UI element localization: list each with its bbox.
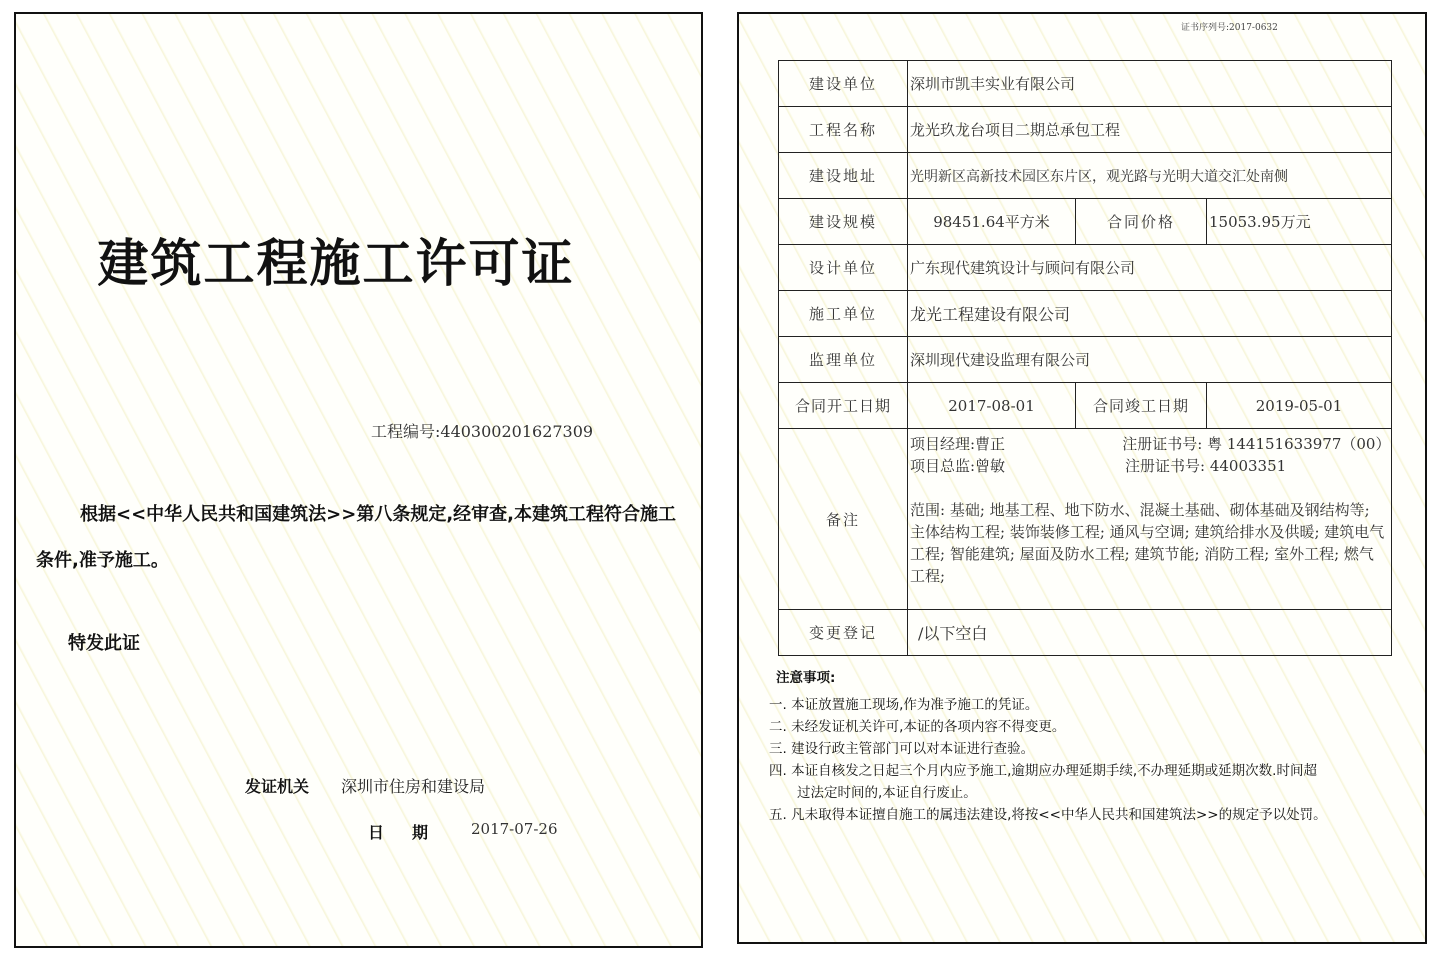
project-manager-cert: 注册证书号: 粤 144151633977（00） <box>1122 435 1391 453</box>
start-date-value: 2017-08-01 <box>908 383 1076 429</box>
issue-date: 2017-07-26 <box>471 820 558 838</box>
change-registration-label: 变更登记 <box>779 610 908 656</box>
supervision-unit-label: 监理单位 <box>779 337 908 383</box>
remarks-label: 备注 <box>779 429 908 610</box>
permit-cover-page <box>14 12 703 948</box>
design-unit-label: 设计单位 <box>779 245 908 291</box>
completion-date-label: 合同竣工日期 <box>1076 383 1207 429</box>
note-item: 三. 建设行政主管部门可以对本证进行查验。 <box>769 741 1035 757</box>
project-number: 工程编号:440300201627309 <box>371 422 594 441</box>
issuing-authority: 深圳市住房和建设局 <box>341 777 486 796</box>
project-manager: 项目经理:曹正 <box>910 435 1006 453</box>
permit-title: 建筑工程施工许可证 <box>97 235 575 294</box>
address-value: 光明新区高新技术园区东片区，观光路与光明大道交汇处南侧 <box>908 153 1392 199</box>
table-row <box>779 245 1392 291</box>
issued-text: 特发此证 <box>68 633 140 654</box>
date-label: 日期 <box>368 823 457 842</box>
supervision-unit-value: 深圳现代建设监理有限公司 <box>908 337 1392 383</box>
note-item: 二. 未经发证机关许可,本证的各项内容不得变更。 <box>769 719 1066 735</box>
issuing-authority-label: 发证机关 <box>245 777 310 796</box>
table-row <box>779 429 1392 610</box>
table-row <box>779 153 1392 199</box>
chief-supervisor-cert: 注册证书号: 44003351 <box>1125 457 1287 475</box>
approval-statement: 根据<<中华人民共和国建筑法>>第八条规定,经审查,本建筑工程符合施工条件,准予施工。 <box>36 504 677 571</box>
note-item: 一. 本证放置施工现场,作为准予施工的凭证。 <box>769 697 1039 713</box>
project-name-value: 龙光玖龙台项目二期总承包工程 <box>908 107 1392 153</box>
note-item: 四. 本证自核发之日起三个月内应予施工,逾期应办理延期手续,不办理延期或延期次数.时间超过法定时间的,本证自行废止。 <box>769 763 1317 801</box>
design-unit-value: 广东现代建筑设计与顾问有限公司 <box>908 245 1392 291</box>
remarks-value <box>908 429 1392 610</box>
chief-supervisor-row <box>910 455 1387 477</box>
notes-title: 注意事项: <box>776 670 836 686</box>
change-registration-value: /以下空白 <box>908 610 1392 656</box>
note-item: 五. 凡未取得本证擅自施工的属违法建设,将按<<中华人民共和国建筑法>>的规定予以处罚。 <box>769 807 1327 823</box>
table-row <box>779 61 1392 107</box>
table-row <box>779 383 1392 429</box>
scale-label: 建设规模 <box>779 199 908 245</box>
serial-number: 证书序列号:2017-0632 <box>1181 23 1278 33</box>
builder-value: 深圳市凯丰实业有限公司 <box>908 61 1392 107</box>
notes-section <box>769 666 1329 826</box>
table-row <box>779 199 1392 245</box>
completion-date-value: 2019-05-01 <box>1207 383 1392 429</box>
builder-label: 建设单位 <box>779 61 908 107</box>
table-row <box>779 337 1392 383</box>
permit-details-table <box>778 60 1392 656</box>
chief-supervisor: 项目总监:曾敏 <box>910 457 1006 475</box>
start-date-label: 合同开工日期 <box>779 383 908 429</box>
address-label: 建设地址 <box>779 153 908 199</box>
project-manager-row <box>910 433 1391 455</box>
contract-price-label: 合同价格 <box>1076 199 1207 245</box>
construction-unit-label: 施工单位 <box>779 291 908 337</box>
permit-details-page <box>737 12 1427 944</box>
scale-value: 98451.64平方米 <box>908 199 1076 245</box>
table-row <box>779 291 1392 337</box>
project-name-label: 工程名称 <box>779 107 908 153</box>
construction-scope: 范围: 基础; 地基工程、地下防水、混凝土基础、砌体基础及钢结构等; 主体结构工程; 装饰装修工程; 通风与空调; 建筑给排水及供暖; 建筑电气工程; 智能建筑; 屋面及防水工程; 建筑节能; 消防工程; 室外工程; 燃气工程; <box>910 501 1385 585</box>
table-row <box>779 107 1392 153</box>
contract-price-value: 15053.95万元 <box>1207 199 1392 245</box>
construction-unit-value: 龙光工程建设有限公司 <box>908 291 1392 337</box>
table-row <box>779 610 1392 656</box>
